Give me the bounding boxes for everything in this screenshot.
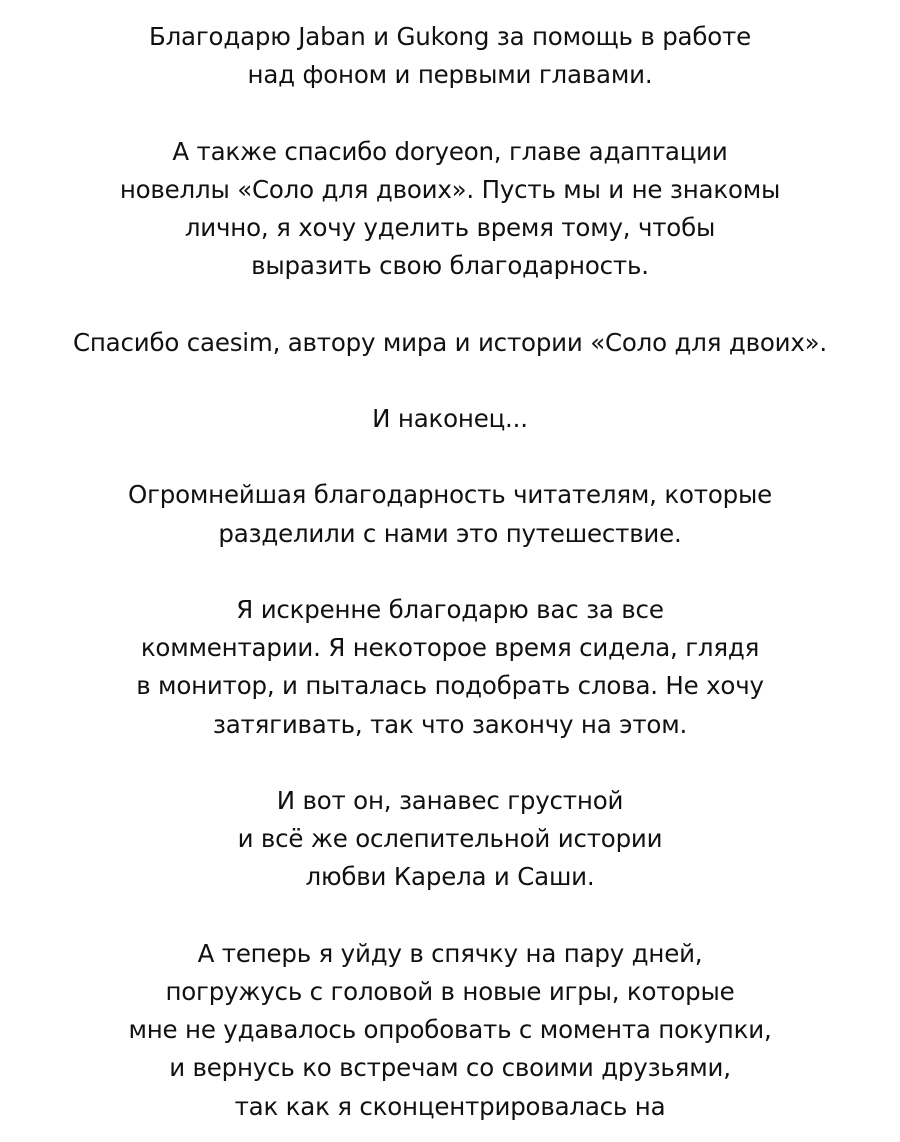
paragraph-curtain <box>0 782 900 897</box>
text-line: Я искренне благодарю вас за все <box>236 594 664 624</box>
text-line: Спасибо caesim, автору мира и истории «Соло для двоих». <box>72 327 828 357</box>
text-line: И наконец... <box>372 403 528 433</box>
text-line: А теперь я уйду в спячку на пару дней, <box>197 938 703 968</box>
text-line: так как я сконцентрировалась на <box>234 1091 666 1121</box>
text-line: выразить свою благодарность. <box>251 251 649 281</box>
paragraph-comments <box>0 591 900 744</box>
text-line: Благодарю Jaban и Gukong за помощь в работе <box>148 22 752 51</box>
text-line: разделили с нами это путешествие. <box>218 518 682 548</box>
text-line: погружусь с головой в новые игры, которые <box>165 976 735 1006</box>
text-line: мне не удавалось опробовать с момента покупки, <box>128 1015 772 1045</box>
text-line: любви Карела и Саши. <box>305 862 595 892</box>
text-line: затягивать, так что закончу на этом. <box>212 709 688 739</box>
text-line: и вернусь ко встречам со своими друзьями, <box>169 1053 731 1083</box>
text-line: лично, я хочу уделить время тому, чтобы <box>184 213 716 242</box>
paragraph-thanks-author <box>0 324 900 362</box>
paragraph-finally <box>0 400 900 438</box>
text-line: в монитор, и пыталась подобрать слова. Не хочу <box>136 671 764 701</box>
acknowledgements-text <box>0 18 900 1142</box>
paragraph-thanks-helpers <box>0 18 900 94</box>
paragraph-thanks-adaptation <box>0 133 900 286</box>
text-line: комментарии. Я некоторое время сидела, глядя <box>140 633 760 663</box>
text-line: Огромнейшая благодарность читателям, которые <box>128 480 772 510</box>
paragraph-thanks-readers <box>0 476 900 552</box>
paragraph-future-plans <box>0 935 900 1126</box>
text-line: А также спасибо doryeon, главе адаптации <box>172 136 728 166</box>
text-line: и всё же ослепительной истории <box>237 824 663 854</box>
text-line: новеллы «Соло для двоих». Пусть мы и не знакомы <box>119 174 781 204</box>
text-line: над фоном и первыми главами. <box>247 60 653 90</box>
text-line: И вот он, занавес грустной <box>276 785 624 815</box>
